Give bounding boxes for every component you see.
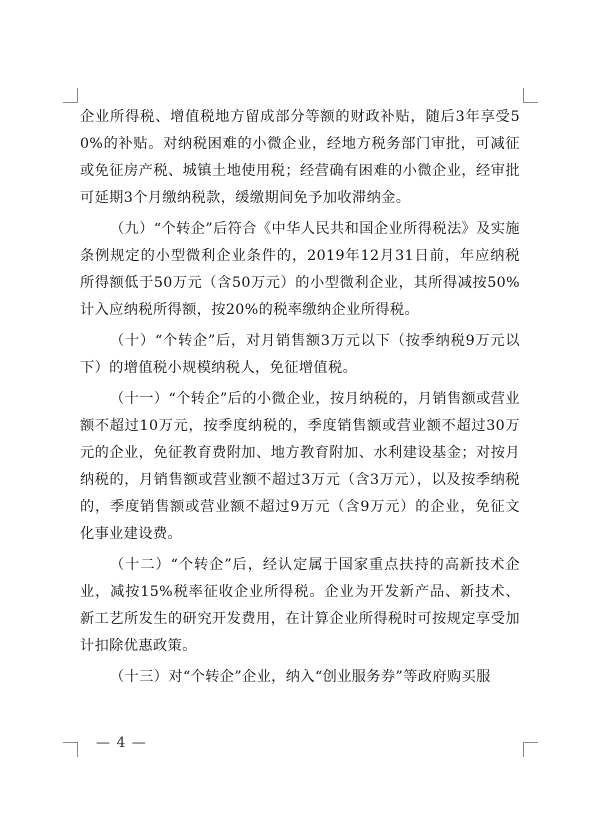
crop-mark-top-left [63, 88, 78, 103]
paragraph-continuation: 企业所得税、增值税地方留成部分等额的财政补贴，随后3年享受50%的补贴。对纳税困难的小微企业，经地方税务部门审批，可减征或免征房产税、城镇土地使用税；经营确有困难的小微企业，经审批可延期3个月缴纳税款，缓缴期间免予加收滞纳金。 [80, 109, 520, 206]
page-number: — 4 — [96, 735, 147, 751]
paragraph-item-10: （十）“个转企”后，对月销售额3万元以下（按季纳税9万元以下）的增值税小规模纳税人，免征增值税。 [80, 333, 520, 376]
crop-mark-top-right [523, 88, 538, 103]
document-body [80, 104, 520, 691]
crop-mark-bottom-left [63, 742, 78, 757]
paragraph-item-12: （十二）“个转企”后，经认定属于国家重点扶持的高新技术企业，减按15%税率征收企业所得税。企业为开发新产品、新技术、新工艺所发生的研究开发费用，在计算企业所得税时可按规定享受加计扣除优惠政策。 [80, 557, 520, 654]
crop-mark-bottom-right [523, 742, 538, 757]
paragraph-item-11: （十一）“个转企”后的小微企业，按月纳税的，月销售额或营业额不超过10万元，按季度纳税的，季度销售额或营业额不超过30万元的企业，免征教育费附加、地方教育附加、水利建设基金；对按月纳税的，月销售额或营业额不超过3万元（含3万元），以及按季纳税的，季度销售额或营业额不超过9万元（含9万元）的企业，免征文化事业建设费。 [80, 391, 520, 542]
paragraph-item-13: （十三）对“个转企”企业，纳入“创业服务券”等政府购买服 [110, 669, 491, 685]
paragraph-item-9: （九）“个转企”后符合《中华人民共和国企业所得税法》及实施条例规定的小型微利企业条件的，2019年12月31日前，年应纳税所得额低于50万元（含50万元）的小型微利企业，其所得减按50%计入应纳税所得额，按20%的税率缴纳企业所得税。 [80, 221, 520, 318]
